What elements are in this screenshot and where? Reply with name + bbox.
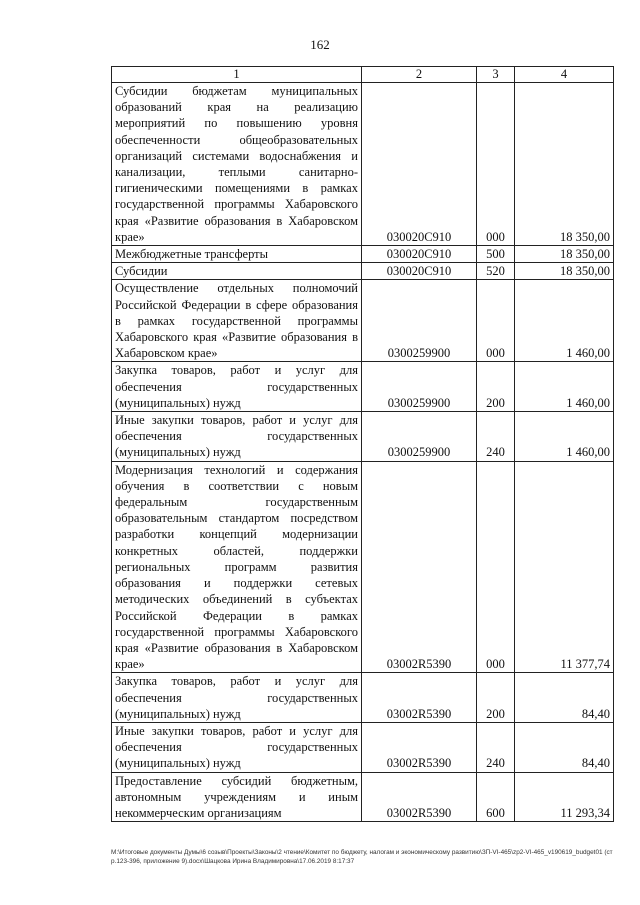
row-expense-type: 240 — [477, 412, 515, 462]
row-amount: 18 350,00 — [515, 246, 614, 263]
row-amount: 11 293,34 — [515, 772, 614, 822]
row-description: Иные закупки товаров, работ и услуг для обеспечения государственных (муниципальных) нужд — [112, 722, 362, 772]
row-expense-type: 520 — [477, 263, 515, 280]
column-header-description: 1 — [112, 67, 362, 83]
row-target-code: 0300259900 — [362, 280, 477, 362]
row-amount: 1 460,00 — [515, 412, 614, 462]
table-row — [112, 280, 614, 362]
row-target-code: 0300259900 — [362, 362, 477, 412]
table-row — [112, 362, 614, 412]
row-target-code: 030020С910 — [362, 83, 477, 246]
row-expense-type: 000 — [477, 83, 515, 246]
row-description: Субсидии бюджетам муниципальных образований края на реализацию мероприятий по повышению уровня обеспеченности общеобразовательных организаций системами водоснабжения и канализации, теплыми санитарно-гигиеническими помещениями в рамках государственной программы Хабаровского края «Развитие образования в Хабаровском крае» — [112, 83, 362, 246]
row-expense-type: 500 — [477, 246, 515, 263]
row-expense-type: 000 — [477, 461, 515, 673]
row-expense-type: 200 — [477, 673, 515, 723]
row-expense-type: 240 — [477, 722, 515, 772]
row-amount: 11 377,74 — [515, 461, 614, 673]
row-expense-type: 200 — [477, 362, 515, 412]
row-target-code: 03002R5390 — [362, 673, 477, 723]
row-expense-type: 000 — [477, 280, 515, 362]
row-description: Иные закупки товаров, работ и услуг для обеспечения государственных (муниципальных) нужд — [112, 412, 362, 462]
row-target-code: 03002R5390 — [362, 772, 477, 822]
row-amount: 84,40 — [515, 722, 614, 772]
table-row — [112, 722, 614, 772]
row-description: Модернизация технологий и содержания обучения в соответствии с новым федеральным государственным образовательным стандартом посредством разработки концепций модернизации конкретных областей, поддержки региональных программ развития образования и поддержки сетевых методических объединений в субъектах Российской Федерации в рамках государственной программы Хабаровского края «Развитие образования в Хабаровском крае» — [112, 461, 362, 673]
row-description: Осуществление отдельных полномочий Российской Федерации в сфере образования в рамках государственной программы Хабаровского края «Развитие образования в Хабаровском крае» — [112, 280, 362, 362]
row-target-code: 03002R5390 — [362, 461, 477, 673]
column-header-amount: 4 — [515, 67, 614, 83]
row-amount: 1 460,00 — [515, 362, 614, 412]
row-amount: 18 350,00 — [515, 83, 614, 246]
row-target-code: 030020С910 — [362, 246, 477, 263]
budget-table — [111, 66, 614, 822]
row-description: Закупка товаров, работ и услуг для обеспечения государственных (муниципальных) нужд — [112, 362, 362, 412]
row-amount: 84,40 — [515, 673, 614, 723]
row-amount: 18 350,00 — [515, 263, 614, 280]
row-description: Межбюджетные трансферты — [112, 246, 362, 263]
column-header-code: 2 — [362, 67, 477, 83]
table-row — [112, 772, 614, 822]
row-amount: 1 460,00 — [515, 280, 614, 362]
row-description: Субсидии — [112, 263, 362, 280]
row-description: Предоставление субсидий бюджетным, автономным учреждениям и иным некоммерческим организациям — [112, 772, 362, 822]
row-expense-type: 600 — [477, 772, 515, 822]
column-header-type: 3 — [477, 67, 515, 83]
table-row — [112, 461, 614, 673]
table-row — [112, 83, 614, 246]
table-row — [112, 263, 614, 280]
row-target-code: 030020С910 — [362, 263, 477, 280]
row-target-code: 0300259900 — [362, 412, 477, 462]
table-row — [112, 412, 614, 462]
table-row — [112, 673, 614, 723]
table-header-row — [112, 67, 614, 83]
document-file-path-footer: М:\Итоговые документы Думы\6 созыв\Проекты\Законы\2 чтение\Комитет по бюджету, налогам и экономическому развитию\ЗП-VI-465\zp2-VI-465_v190619_budget01 (стр.123-396, приложение 9).docx\Шацкова Ирина Владимировна\17.06.2019 8:17:37 — [111, 849, 613, 865]
page-number: 162 — [310, 37, 330, 52]
row-description: Закупка товаров, работ и услуг для обеспечения государственных (муниципальных) нужд — [112, 673, 362, 723]
row-target-code: 03002R5390 — [362, 722, 477, 772]
table-row — [112, 246, 614, 263]
